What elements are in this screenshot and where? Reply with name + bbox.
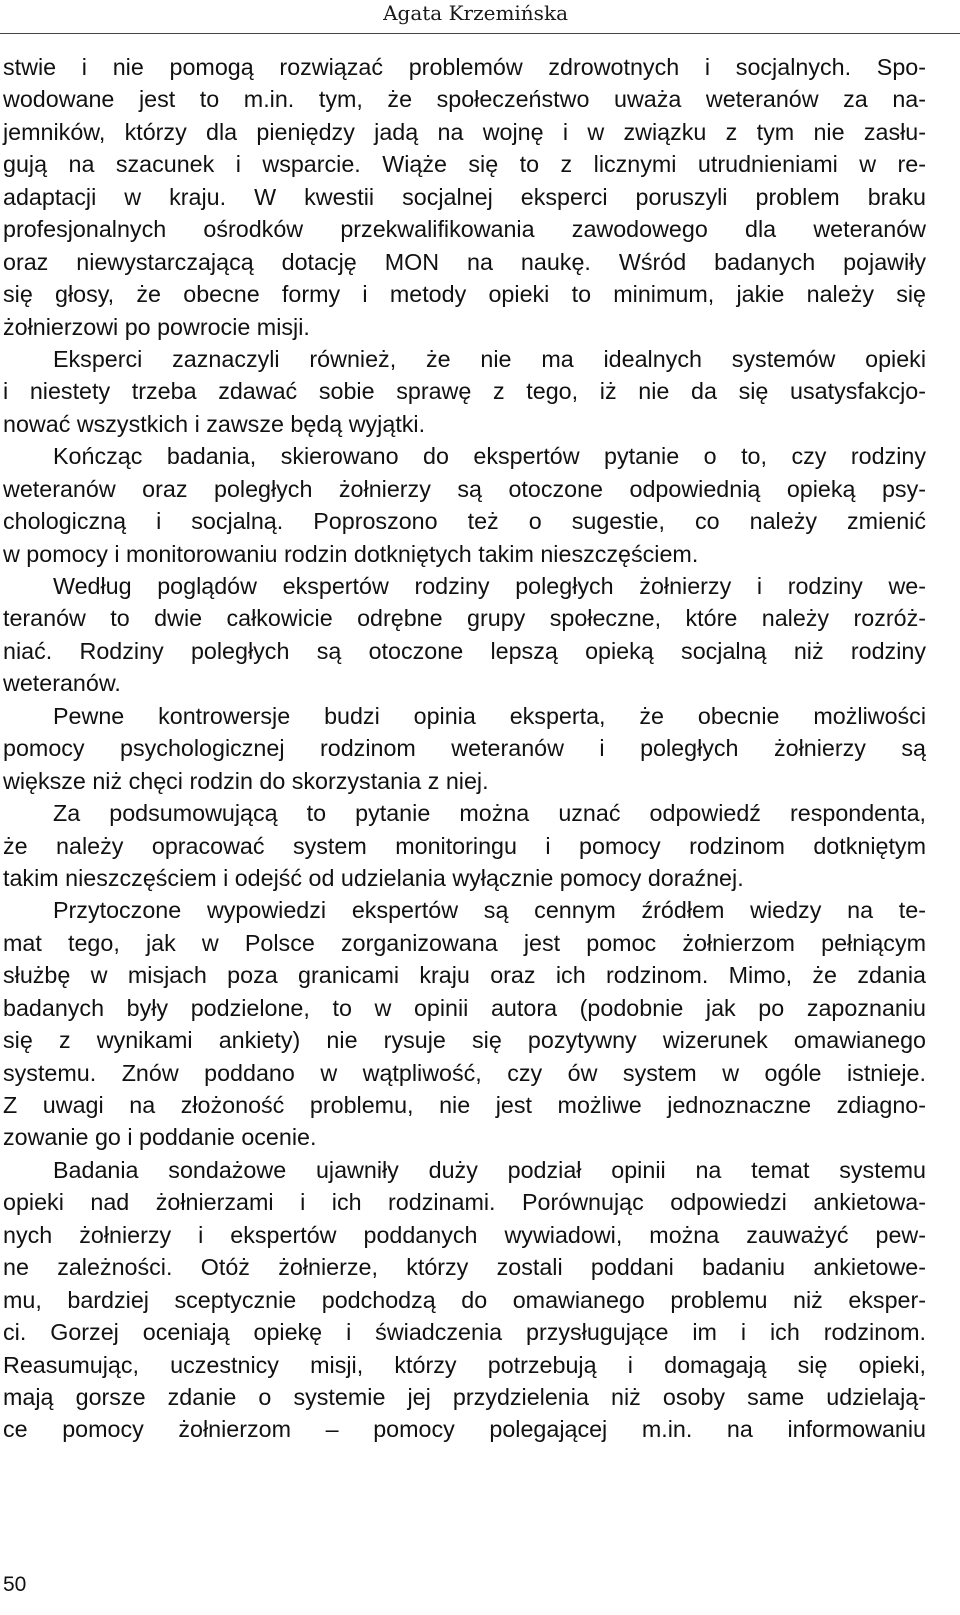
text-line: mat tego, jak w Polsce zorganizowana jest pomoc żołnierzom pełniącym bbox=[3, 929, 926, 956]
text-line: weteranów. bbox=[3, 670, 121, 697]
text-line: systemu. Znów poddano w wątpliwość, czy ów system w ogóle istnieje. bbox=[3, 1059, 926, 1086]
text-line: zowanie go i poddanie ocenie. bbox=[3, 1124, 317, 1151]
body-text bbox=[3, 51, 926, 1446]
text-line: większe niż chęci rodzin do skorzystania z niej. bbox=[3, 767, 489, 794]
text-line: Z uwagi na złożoność problemu, nie jest możliwe jednoznaczne zdiagno- bbox=[3, 1092, 926, 1118]
text-line: oraz niewystarczającą dotację MON na naukę. Wśród badanych pojawiły bbox=[3, 248, 926, 275]
text-line: profesjonalnych ośrodków przekwalifikowania zawodowego dla weteranów bbox=[3, 216, 926, 243]
text-line: ce pomocy żołnierzom – pomocy polegającej m.in. na informowaniu bbox=[3, 1416, 926, 1443]
text-line: Według poglądów ekspertów rodziny poległych żołnierzy i rodziny we- bbox=[53, 573, 926, 599]
text-line: ci. Gorzej oceniają opiekę i świadczenia przysługujące im i ich rodzinom. bbox=[3, 1319, 926, 1346]
text-line: się głosy, że obecne formy i metody opieki to minimum, jakie należy się bbox=[3, 281, 926, 308]
text-line: mu, bardziej sceptycznie podchodzą do omawianego problemu niż eksper- bbox=[3, 1286, 926, 1313]
text-line: weteranów oraz poległych żołnierzy są otoczone odpowiednią opieką psy- bbox=[3, 475, 926, 502]
text-line: pomocy psychologicznej rodzinom weteranów i poległych żołnierzy są bbox=[3, 735, 926, 762]
text-line: żołnierzowi po powrocie misji. bbox=[3, 313, 310, 340]
text-line: służbę w misjach poza granicami kraju oraz ich rodzinom. Mimo, że zdania bbox=[3, 962, 926, 989]
text-line: Reasumując, uczestnicy misji, którzy potrzebują i domagają się opieki, bbox=[3, 1351, 926, 1378]
text-line: Badania sondażowe ujawniły duży podział opinii na temat systemu bbox=[53, 1156, 926, 1183]
header-rule bbox=[0, 33, 960, 34]
text-line: że należy opracować system monitoringu i pomocy rodzinom dotkniętym bbox=[3, 832, 926, 859]
text-line: chologiczną i socjalną. Poproszono też o sugestie, co należy zmienić bbox=[3, 508, 926, 535]
text-line: jemników, którzy dla pieniędzy jadą na wojnę i w związku z tym nie zasłu- bbox=[3, 118, 926, 145]
text-line: się z wynikami ankiety) nie rysuje się pozytywny wizerunek omawianego bbox=[3, 1027, 926, 1054]
text-line: nować wszystkich i zawsze będą wyjątki. bbox=[3, 410, 426, 437]
text-line: Pewne kontrowersje budzi opinia eksperta, że obecnie możliwości bbox=[53, 702, 926, 729]
text-line: takim nieszczęściem i odejść od udzielania wyłącznie pomocy doraźnej. bbox=[3, 864, 744, 891]
text-line: mają gorsze zdanie o systemie jej przydzielenia niż osoby same udzielają- bbox=[3, 1383, 926, 1410]
text-line: ne zależności. Otóż żołnierze, którzy zostali poddani badaniu ankietowe- bbox=[3, 1254, 926, 1281]
text-line: i niestety trzeba zdawać sobie sprawę z tego, iż nie da się usatysfakcjo- bbox=[3, 378, 926, 405]
text-line: badanych były podzielone, to w opinii autora (podobnie jak po zapoznaniu bbox=[3, 994, 926, 1021]
text-line: stwie i nie pomogą rozwiązać problemów zdrowotnych i socjalnych. Spo- bbox=[3, 54, 926, 80]
text-line: nych żołnierzy i ekspertów poddanych wywiadowi, można zauważyć pew- bbox=[3, 1221, 926, 1248]
text-line: Za podsumowującą to pytanie można uznać odpowiedź respondenta, bbox=[53, 800, 926, 827]
text-line: opieki nad żołnierzami i ich rodzinami. Porównując odpowiedzi ankietowa- bbox=[3, 1189, 926, 1216]
page-number: 50 bbox=[3, 1573, 27, 1596]
text-line: adaptacji w kraju. W kwestii socjalnej eksperci poruszyli problem braku bbox=[3, 183, 926, 210]
text-line: Eksperci zaznaczyli również, że nie ma idealnych systemów opieki bbox=[53, 345, 926, 372]
text-line: Kończąc badania, skierowano do ekspertów pytanie o to, czy rodziny bbox=[53, 443, 926, 470]
text-line: teranów to dwie całkowicie odrębne grupy społeczne, które należy rozróż- bbox=[3, 605, 926, 632]
text-line: Przytoczone wypowiedzi ekspertów są cennym źródłem wiedzy na te- bbox=[53, 897, 926, 924]
text-line: gują na szacunek i wsparcie. Wiąże się to z licznymi utrudnieniami w re- bbox=[3, 151, 926, 178]
text-line: w pomocy i monitorowaniu rodzin dotkniętych takim nieszczęściem. bbox=[3, 540, 699, 567]
text-line: niać. Rodziny poległych są otoczone lepszą opieką socjalną niż rodziny bbox=[3, 637, 926, 664]
running-header-author: Agata Krzemińska bbox=[383, 1, 568, 25]
text-line: wodowane jest to m.in. tym, że społeczeństwo uważa weteranów za na- bbox=[3, 86, 926, 113]
